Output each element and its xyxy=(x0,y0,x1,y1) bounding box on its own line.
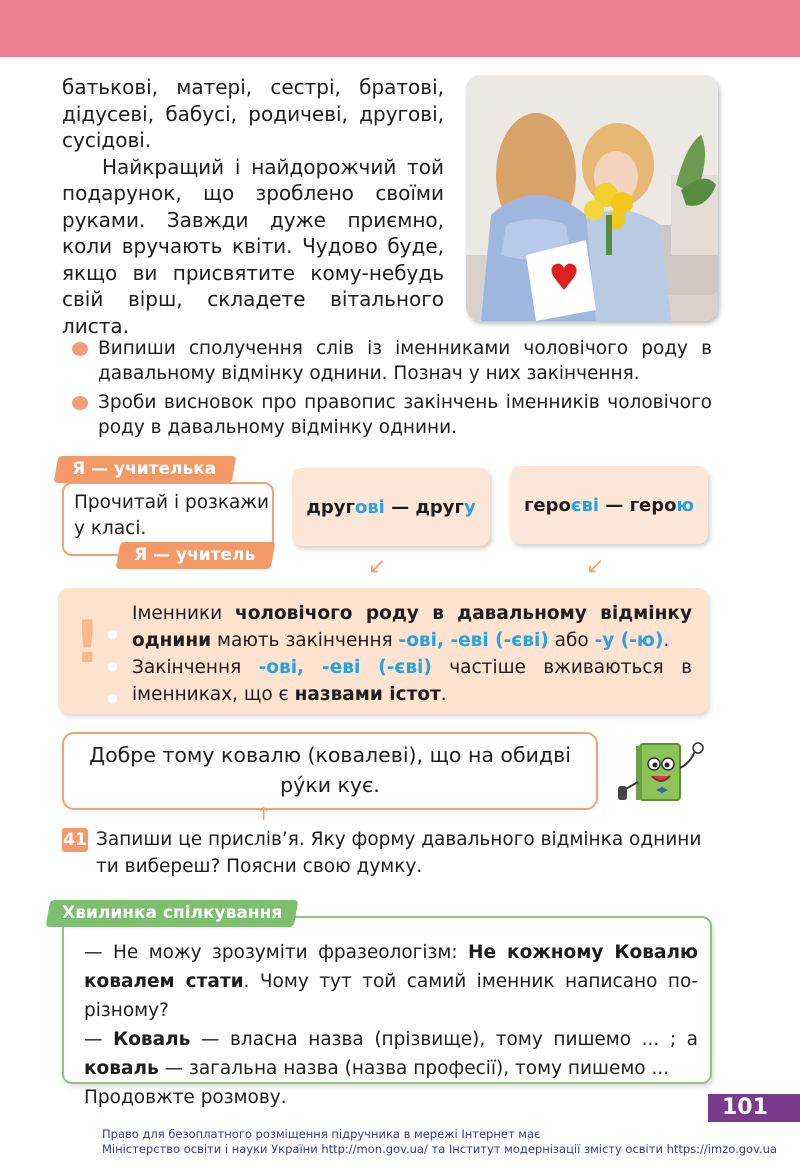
rule-bullet-icon xyxy=(108,662,117,671)
curved-arrow-icon: ↑ xyxy=(256,804,272,825)
task-text: Випиши сполучення слів із іменниками чоловічого роду в давальному відмінку однини. Познач у них закінчення. xyxy=(98,338,712,384)
teacher-label-male: Я — учитель xyxy=(116,542,276,569)
task-item xyxy=(72,390,712,440)
intro-line: батькові, матері, сестрі, братові, дідусеві, бабусі, родичеві, другові, сусідові. xyxy=(62,75,444,152)
rule-paragraph-1: Іменники чоловічого роду в давальному відмінку однини мають закінчення -ові, -еві (-єві) або -у (-ю). xyxy=(132,603,693,651)
exclamation-icon: ! xyxy=(74,608,101,676)
dialog-line: — Коваль — власна назва (прізвище), тому пишемо ... ; а коваль — загальна назва (назва професії), тому пишемо ... xyxy=(84,1029,698,1079)
rule-paragraph-2: Закінчення -ові, -еві (-єві) частіше вживаються в іменниках, що є назвами істот. xyxy=(132,657,692,705)
rule-text xyxy=(132,600,692,708)
bullet-dot-icon xyxy=(72,396,88,410)
curved-arrow-icon: ↙ xyxy=(586,554,605,579)
example-card-geroi: геро єві — геро ю xyxy=(510,466,708,544)
exercise-text: Запиши це прислів’я. Яку форму давального відмінка однини ти вибереш? Поясни свою думку. xyxy=(96,829,702,877)
conversation-label: Хвилинка спілкування xyxy=(46,900,299,927)
footer-line: Міністерство освіти і науки України http://mon.gov.ua/ та Інститут модернізації змісту освіти https://imzo.gov.ua xyxy=(102,1142,777,1156)
proverb-line: Добре тому ковалю (ковалеві), що на обидві xyxy=(89,743,571,767)
rule-bullet-icon xyxy=(108,694,117,703)
rule-bullet-icon xyxy=(108,630,117,639)
conversation-text xyxy=(84,938,698,1112)
proverb-bubble xyxy=(62,732,598,810)
page-number: 101 xyxy=(708,1094,800,1122)
footer-notice xyxy=(102,1127,777,1157)
book-mascot-icon xyxy=(618,738,706,808)
bullet-dot-icon xyxy=(72,342,88,356)
task-list xyxy=(72,336,712,444)
example-card-drug: друг ові — друг у xyxy=(292,468,490,546)
dialog-line: — Не можу зрозуміти фразеологізм: Не кожному Ковалю ковалем стати. Чому тут той самий іменник написано по-різному? xyxy=(84,942,698,1021)
exercise-41 xyxy=(62,826,712,880)
exercise-number: 41 xyxy=(63,830,87,850)
footer-line: Право для безоплатного розміщення підручника в мережі Інтернет має xyxy=(102,1127,541,1141)
task-item xyxy=(72,336,712,386)
intro-text xyxy=(62,74,444,339)
dialog-line: Продовжте розмову. xyxy=(84,1087,287,1108)
task-text: Зроби висновок про правопис закінчень іменників чоловічого роду в давальному відмінку однини. xyxy=(98,392,712,438)
teacher-instruction: Прочитай і розкажи у класі. xyxy=(74,492,270,539)
header-bar xyxy=(0,0,800,57)
curved-arrow-icon: ↙ xyxy=(368,554,387,579)
proverb-line: ру́ки кує. xyxy=(280,773,380,797)
photo-illustration xyxy=(466,75,718,321)
intro-paragraph: Найкращий і найдорожчий той подарунок, що зроблено своїми руками. Завжди дуже приємно, коли вручають квіти. Чудово буде, якщо ви присвятите кому-небудь свій вірш, складете вітального листа. xyxy=(62,154,444,338)
mother-daughter-photo xyxy=(466,75,718,321)
teacher-label-female: Я — учителька xyxy=(54,456,237,483)
